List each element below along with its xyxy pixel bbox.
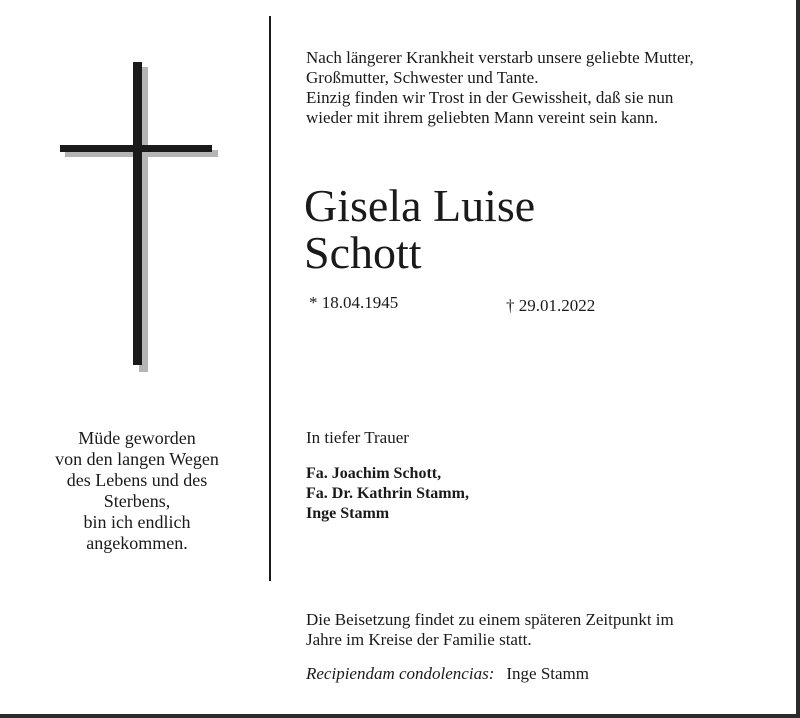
intro-line: Nach längerer Krankheit verstarb unsere geliebte Mutter, xyxy=(306,48,694,67)
death-date: † 29.01.2022 xyxy=(506,296,596,315)
mourners-list xyxy=(306,464,469,524)
condolence-label: Recipiendam condolencias: xyxy=(306,664,495,683)
name-line-1: Gisela Luise xyxy=(304,180,536,231)
birth-date: * 18.04.1945 xyxy=(309,293,399,312)
funeral-line: Jahre im Kreise der Familie statt. xyxy=(306,630,532,649)
poem-line: von den langen Wegen xyxy=(55,449,219,469)
funeral-line: Die Beisetzung findet zu einem späteren Zeitpunkt im xyxy=(306,610,674,629)
condolence-line xyxy=(306,664,589,684)
poem-line: angekommen. xyxy=(86,533,188,553)
cross-vertical-beam xyxy=(133,62,142,365)
poem-line: des Lebens und des xyxy=(66,470,208,490)
cross-icon xyxy=(60,62,220,374)
intro-line: wieder mit ihrem geliebten Mann vereint sein kann. xyxy=(306,108,659,127)
mourner-name: Fa. Joachim Schott, xyxy=(306,465,442,482)
poem-line: Sterbens, xyxy=(103,491,171,511)
mourning-heading: In tiefer Trauer xyxy=(306,428,409,447)
poem-line: Müde geworden xyxy=(78,428,196,448)
condolence-contact: Inge Stamm xyxy=(506,664,589,683)
name-line-2: Schott xyxy=(304,227,422,278)
intro-line: Großmutter, Schwester und Tante. xyxy=(306,68,539,87)
deceased-name xyxy=(304,182,535,276)
intro-line: Einzig finden wir Trost in der Gewissheit, daß sie nun xyxy=(306,88,674,107)
intro-text xyxy=(306,48,694,128)
cross-horizontal-beam xyxy=(60,145,212,152)
mourner-name: Inge Stamm xyxy=(306,505,390,522)
vertical-divider xyxy=(269,16,271,581)
poem-line: bin ich endlich xyxy=(83,512,191,532)
memorial-poem xyxy=(30,428,244,554)
funeral-note xyxy=(306,610,674,650)
mourner-name: Fa. Dr. Kathrin Stamm, xyxy=(306,485,469,502)
